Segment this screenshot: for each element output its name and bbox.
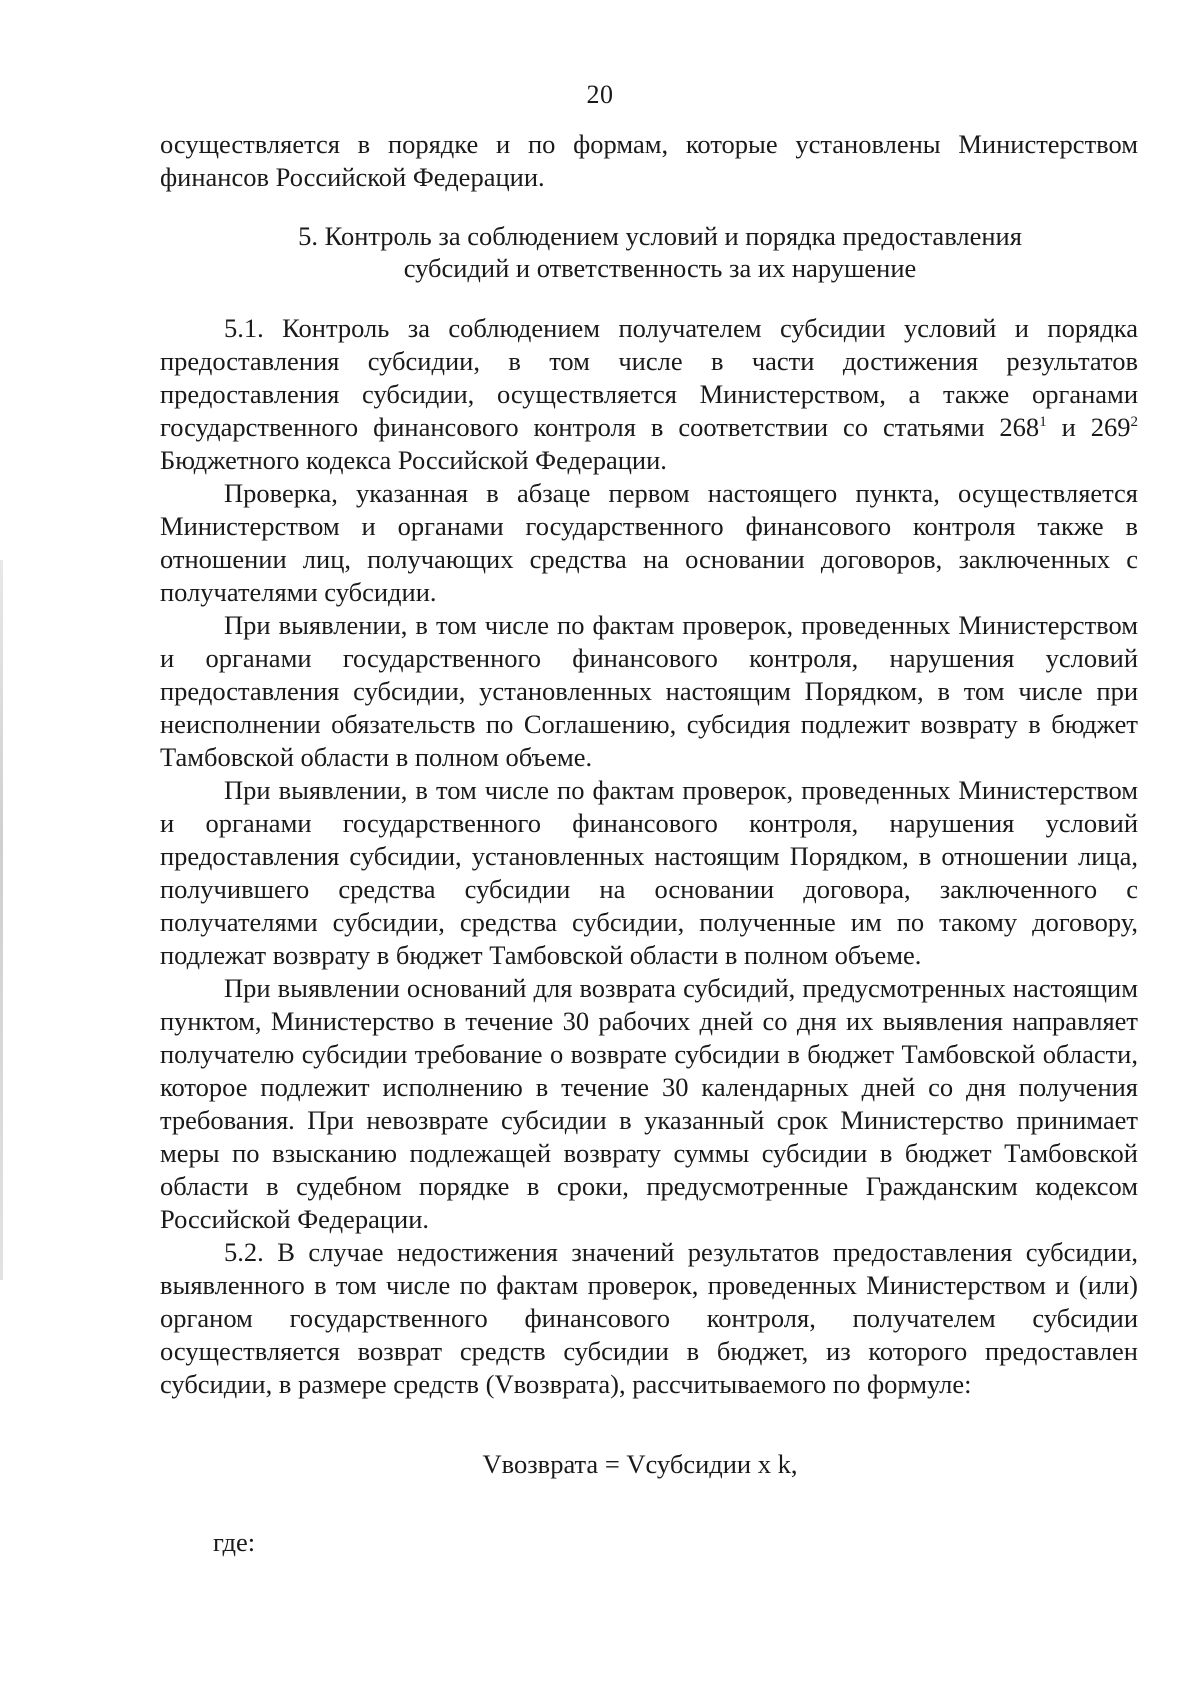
- paragraph-check: Проверка, указанная в абзаце первом настоящего пункта, осуществляется Министерством и органами государственного финансового контроля также в отношении лиц, получающих средства на основании договоров, заключенных с получателями субсидии.: [160, 478, 1138, 607]
- scan-edge-artifact: [0, 560, 3, 1280]
- intro-paragraph: [160, 128, 1138, 194]
- formula: Vвозврата = Vсубсидии x k,: [482, 1449, 798, 1479]
- superscript-1: 1: [1039, 414, 1047, 430]
- paragraph-5-1-text-a: 5.1. Контроль за соблюдением получателем субсидии условий и порядка предоставления субсидии, в том числе в части достижения результатов предоставления субсидии, осуществляется Министерством, а также органами государственного финансового контроля в соответствии со статьями 268: [160, 313, 1138, 442]
- paragraph-violation-2: При выявлении, в том числе по фактам проверок, проведенных Министерством и органами государственного финансового контроля, нарушения условий предоставления субсидии, установленных настоящим Порядком, в отношении лица, получившего средства субсидии на основании договора, заключенного с получателями субсидии, средства субсидии, полученные им по такому договору, подлежат возврату в бюджет Тамбовской области в полном объеме.: [160, 775, 1138, 970]
- where-label: где:: [213, 1527, 256, 1557]
- section-heading-line1: 5. Контроль за соблюдением условий и порядка предоставления: [298, 221, 1022, 251]
- section-heading-line2: субсидий и ответственность за их нарушение: [403, 253, 917, 283]
- paragraph-return: При выявлении оснований для возврата субсидий, предусмотренных настоящим пунктом, Министерство в течение 30 рабочих дней со дня их выявления направляет получателю субсидии требование о возврате субсидии в бюджет Тамбовской области, которое подлежит исполнению в течение 30 календарных дней со дня получения требования. При невозврате субсидии в указанный срок Министерство принимает меры по взысканию подлежащей возврату суммы субсидии в бюджет Тамбовской области в судебном порядке в сроки, предусмотренные Гражданским кодексом Российской Федерации.: [160, 973, 1138, 1234]
- superscript-2: 2: [1130, 414, 1138, 430]
- paragraph-5-1-text-b: и 269: [1046, 412, 1131, 442]
- section-heading: [150, 220, 1170, 284]
- paragraph-5-1: [160, 312, 1138, 477]
- paragraph-5-2: 5.2. В случае недостижения значений результатов предоставления субсидии, выявленного в том числе по фактам проверок, проведенных Министерством и (или) органом государственного финансового контроля, получателем субсидии осуществляется возврат средств субсидии в бюджет, из которого предоставлен субсидии, в размере средств (Vвозврата), рассчитываемого по формуле:: [160, 1237, 1138, 1399]
- section-body: [160, 312, 1138, 1401]
- page-number: 20: [586, 80, 614, 109]
- paragraph-5-1-text-c: Бюджетного кодекса Российской Федерации.: [160, 445, 667, 475]
- intro-text: осуществляется в порядке и по формам, которые установлены Министерством финансов Российской Федерации.: [160, 129, 1138, 192]
- paragraph-violation-1: При выявлении, в том числе по фактам проверок, проведенных Министерством и органами государственного финансового контроля, нарушения условий предоставления субсидии, установленных настоящим Порядком, в том числе при неисполнении обязательств по Соглашению, субсидия подлежит возврату в бюджет Тамбовской области в полном объеме.: [160, 610, 1138, 772]
